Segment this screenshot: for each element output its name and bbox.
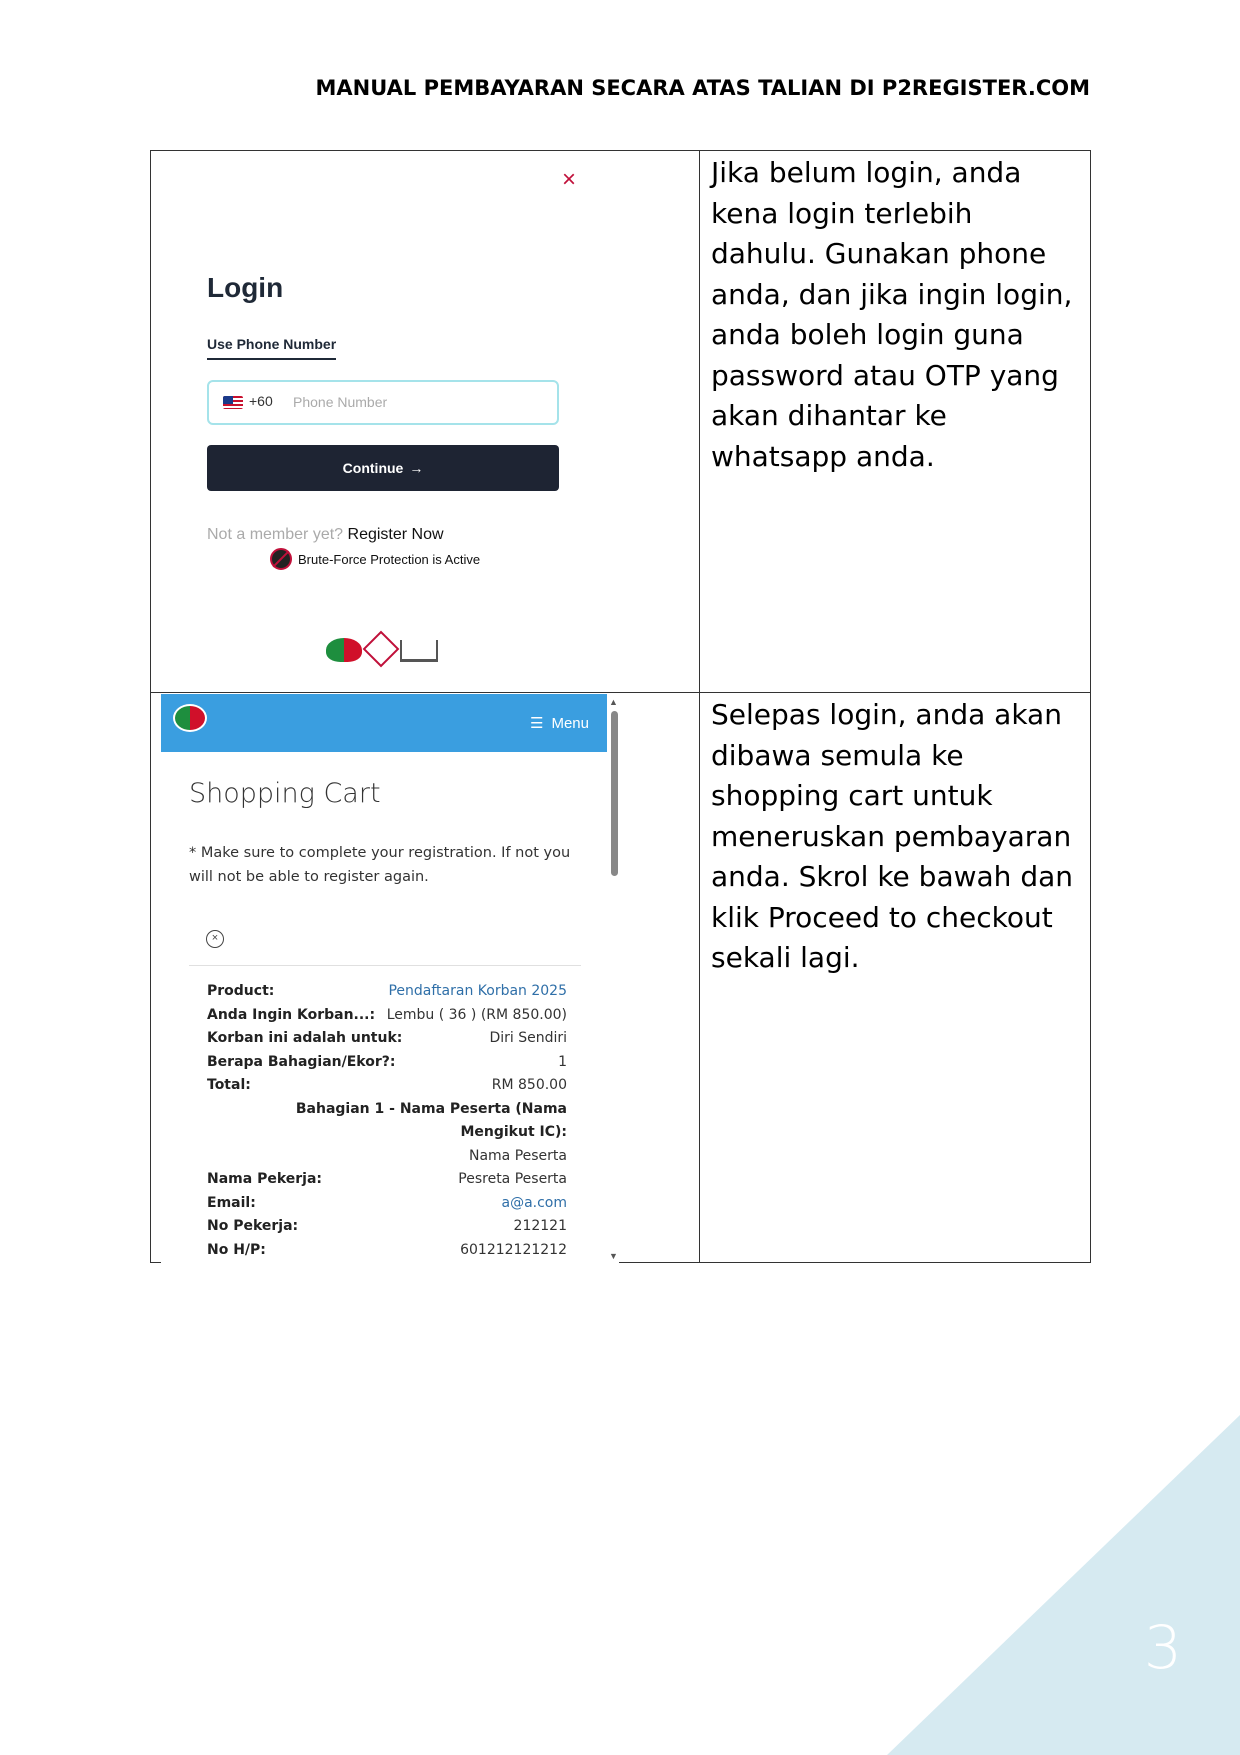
table-divider-vertical xyxy=(699,151,700,1262)
detail-label: Anda Ingin Korban...: xyxy=(207,1006,376,1023)
detail-label: Berapa Bahagian/Ekor?: xyxy=(207,1053,396,1070)
malaysia-flag-icon xyxy=(223,396,243,409)
cart-detail-row xyxy=(207,1027,567,1051)
detail-label: Korban ini adalah untuk: xyxy=(207,1030,403,1046)
cart-detail-row xyxy=(207,980,567,1004)
cart-navbar xyxy=(161,694,607,752)
login-title: Login xyxy=(207,272,284,303)
bahagian-label: Bahagian 1 - Nama Peserta (Nama Mengikut IC): xyxy=(295,1100,567,1140)
brute-force-notice xyxy=(270,548,480,570)
shield-blocked-icon xyxy=(270,548,292,570)
detail-link[interactable]: a@a.com xyxy=(501,1194,567,1211)
brute-force-text: Brute-Force Protection is Active xyxy=(298,551,481,567)
page-header-title: MANUAL PEMBAYARAN SECARA ATAS TALIAN DI P2REGISTER.COM xyxy=(315,76,1090,100)
cart-detail-row xyxy=(207,1051,567,1075)
hamburger-icon: ☰ xyxy=(530,715,544,732)
detail-link[interactable]: Pendaftaran Korban 2025 xyxy=(388,983,567,999)
cart-detail-row xyxy=(207,1192,567,1216)
continue-button[interactable] xyxy=(207,445,559,491)
corner-decoration xyxy=(887,1415,1240,1755)
phone-input[interactable] xyxy=(207,380,559,425)
login-screenshot xyxy=(152,152,698,692)
remove-item-icon[interactable]: × xyxy=(206,930,224,948)
cart-title: Shopping Cart xyxy=(189,778,381,809)
cart-detail-row xyxy=(207,1004,567,1028)
tab-use-phone-number[interactable]: Use Phone Number xyxy=(207,336,336,360)
arrow-right-icon: → xyxy=(409,460,424,476)
mosque-logo-icon xyxy=(400,640,438,662)
not-member-text: Not a member yet? xyxy=(207,526,344,543)
sponsor-logos xyxy=(326,636,438,662)
menu-label: Menu xyxy=(551,714,589,732)
detail-value: Diri Sendiri xyxy=(489,1030,567,1046)
cart-detail-row xyxy=(207,1168,567,1192)
detail-value: Lembu ( 36 ) (RM 850.00) xyxy=(386,1006,567,1023)
page-number: 3 xyxy=(1143,1613,1182,1683)
country-code[interactable]: +60 xyxy=(249,393,273,409)
login-description: Jika belum login, anda kena login terlebih dahulu. Gunakan phone anda, dan jika ingin login, anda boleh login guna password atau OTP yang akan dihantar ke whatsapp anda. xyxy=(711,156,1073,473)
detail-value: 601212121212 xyxy=(460,1241,567,1258)
cart-detail-row xyxy=(207,1074,567,1098)
detail-label: Nama Pekerja: xyxy=(207,1171,323,1187)
detail-value: Pesreta Peserta xyxy=(458,1171,567,1187)
close-icon[interactable]: × xyxy=(562,166,577,193)
content-table xyxy=(150,150,1091,1263)
shopping-cart-screenshot xyxy=(161,694,607,1263)
detail-label: No Pekerja: xyxy=(207,1218,299,1234)
continue-label: Continue xyxy=(342,460,404,476)
register-now-link[interactable]: Register Now xyxy=(347,526,444,543)
detail-label: Total: xyxy=(207,1077,251,1093)
scrollbar-thumb[interactable] xyxy=(611,711,618,876)
detail-label: Product: xyxy=(207,983,275,999)
cart-description: Selepas login, anda akan dibawa semula ke shopping cart untuk meneruskan pembayaran anda. Skrol ke bawah dan klik Proceed to checkout sekali lagi. xyxy=(711,698,1073,974)
detail-value: 1 xyxy=(558,1053,567,1070)
table-divider-horizontal xyxy=(151,692,1090,693)
detail-value: RM 850.00 xyxy=(491,1077,567,1093)
cart-item-details xyxy=(207,980,567,1262)
perodua-logo-icon xyxy=(326,638,362,662)
phone-placeholder: Phone Number xyxy=(293,394,388,410)
register-prompt xyxy=(207,526,444,544)
cart-detail-row xyxy=(207,1215,567,1239)
detail-label: No H/P: xyxy=(207,1241,266,1258)
scroll-down-icon[interactable]: ▼ xyxy=(609,1251,618,1261)
bahagian-value: Nama Peserta xyxy=(468,1147,567,1164)
cart-note: * Make sure to complete your registration. If not you will not be able to register again. xyxy=(189,845,571,885)
cart-detail-row xyxy=(207,1239,567,1263)
cart-divider xyxy=(189,965,581,966)
detail-value: 212121 xyxy=(513,1218,567,1234)
menu-button[interactable] xyxy=(530,714,589,732)
detail-label: Email: xyxy=(207,1194,256,1211)
perodua-logo-icon[interactable] xyxy=(173,704,207,732)
scroll-up-icon[interactable]: ▲ xyxy=(609,697,618,707)
emblem-logo-icon xyxy=(363,631,400,668)
